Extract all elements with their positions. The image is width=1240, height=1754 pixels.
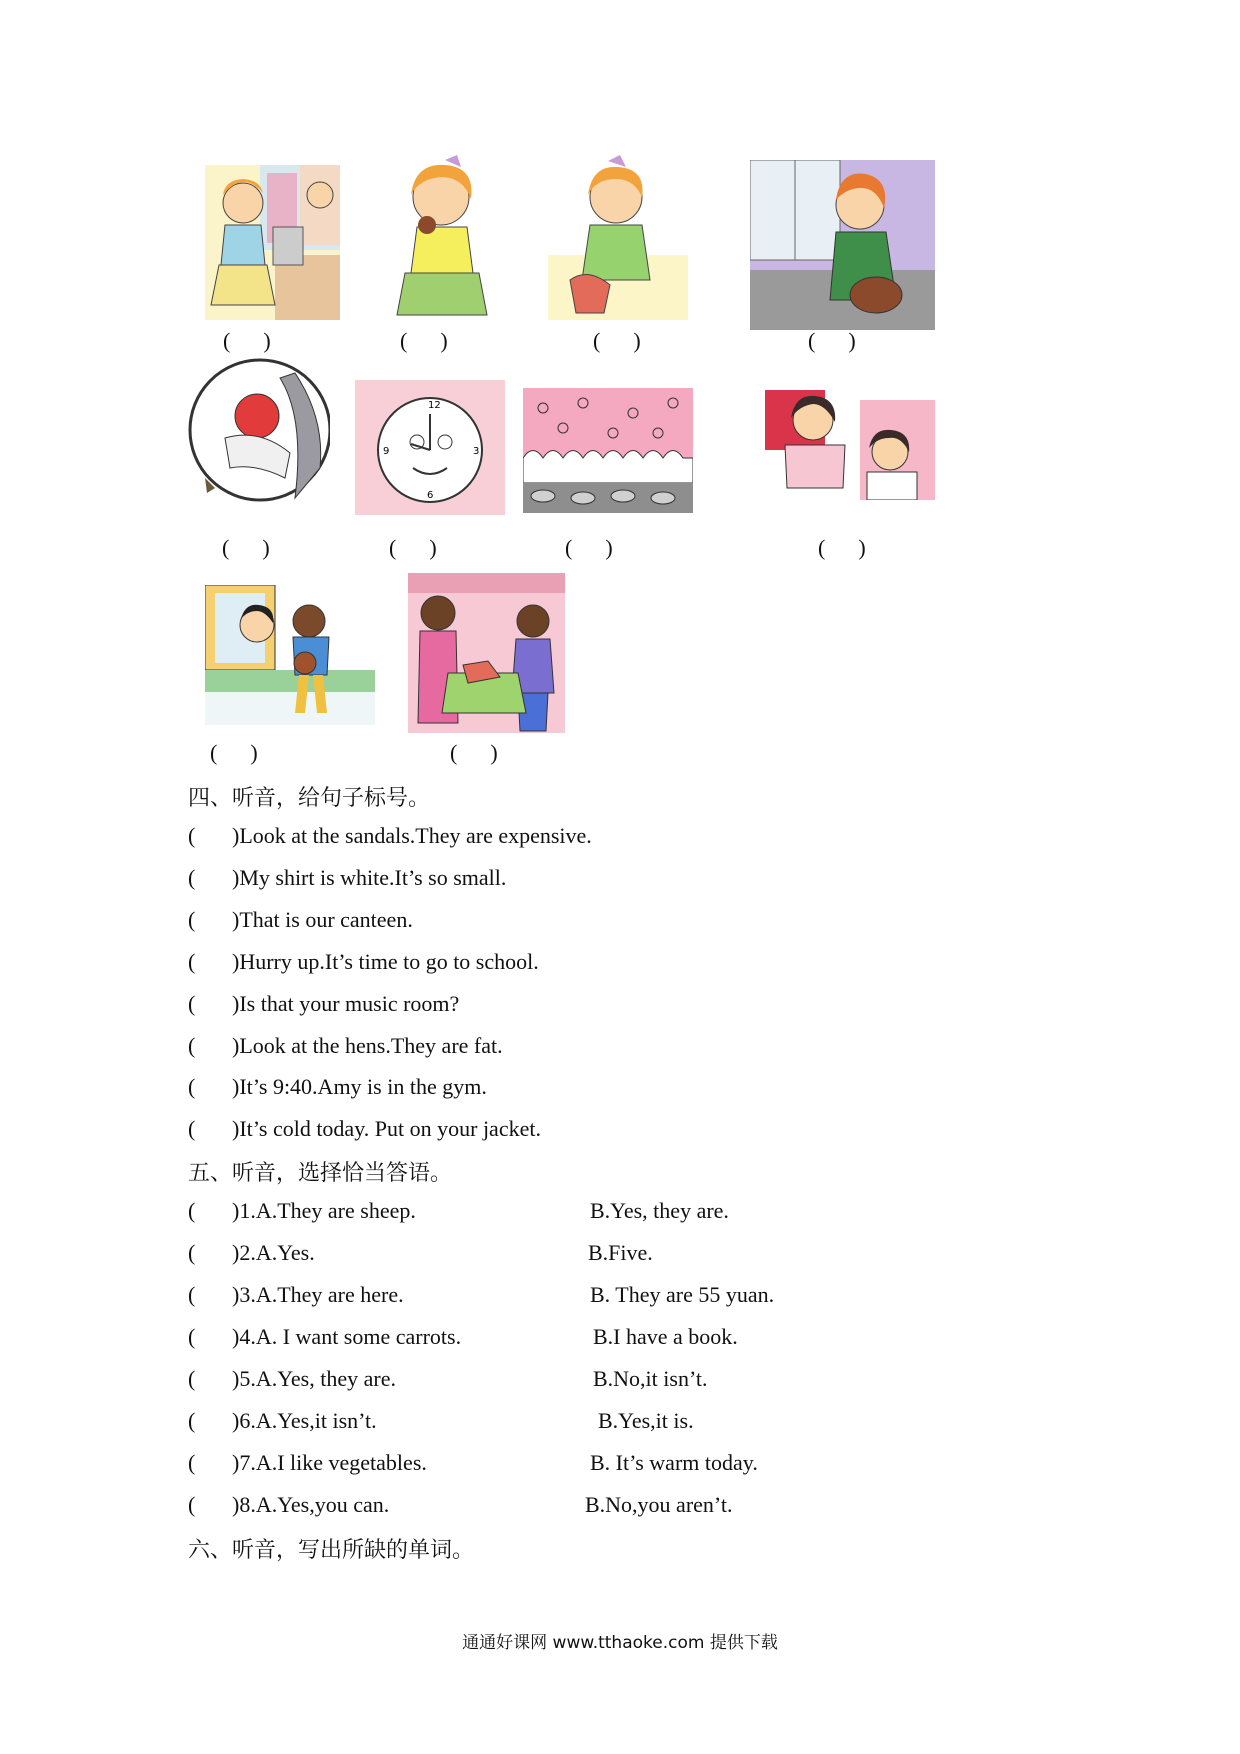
answer-blank[interactable]: ( ) <box>818 535 866 560</box>
option-a: )3.A.They are here. <box>232 1282 404 1307</box>
answer-paren[interactable]: ( <box>188 1450 196 1475</box>
list-item <box>188 1324 461 1350</box>
option-a: )6.A.Yes,it isn’t. <box>232 1408 377 1433</box>
apple-on-tree-picture <box>185 358 330 503</box>
section4-title: 四、听音，给句子标号。 <box>188 786 431 811</box>
section5-title: 五、听音，选择恰当答语。 <box>188 1161 453 1186</box>
option-a: )7.A.I like vegetables. <box>232 1450 427 1475</box>
answer-paren[interactable]: ( <box>188 1116 196 1141</box>
list-item <box>188 949 539 975</box>
sentence-text: )Hurry up.It’s time to go to school. <box>232 949 539 974</box>
answer-blank[interactable]: ( ) <box>593 328 641 353</box>
sentence-text: )That is our canteen. <box>232 907 413 932</box>
answer-paren[interactable]: ( <box>188 949 196 974</box>
answer-paren[interactable]: ( <box>188 865 196 890</box>
list-item <box>188 1198 416 1224</box>
list-item <box>188 823 592 849</box>
list-item <box>188 1033 503 1059</box>
answer-blank[interactable]: ( ) <box>210 740 258 765</box>
option-b: B. It’s warm today. <box>590 1450 758 1475</box>
answer-paren[interactable]: ( <box>188 1033 196 1058</box>
list-item <box>188 1450 427 1476</box>
girls-in-bedroom-picture <box>765 390 935 500</box>
answer-paren[interactable]: ( <box>188 1324 196 1349</box>
list-item <box>188 991 459 1017</box>
answer-paren[interactable]: ( <box>188 907 196 932</box>
list-item <box>188 907 413 933</box>
answer-paren[interactable]: ( <box>188 1408 196 1433</box>
list-item <box>188 1366 396 1392</box>
answer-paren[interactable]: ( <box>188 1366 196 1391</box>
sentence-text: )My shirt is white.It’s so small. <box>232 865 507 890</box>
list-item <box>188 1074 487 1100</box>
list-item <box>188 1492 389 1518</box>
sentence-text: )Is that your music room? <box>232 991 460 1016</box>
answer-blank[interactable]: ( ) <box>565 535 613 560</box>
answer-paren[interactable]: ( <box>188 1492 196 1517</box>
svg-text:9: 9 <box>383 446 390 457</box>
option-b: B.Yes, they are. <box>590 1198 729 1223</box>
answer-paren[interactable]: ( <box>188 1282 196 1307</box>
shop-clothes-picture <box>408 573 565 733</box>
answer-paren[interactable]: ( <box>188 1198 196 1223</box>
boys-at-window-picture <box>205 585 375 725</box>
answer-blank[interactable]: ( ) <box>450 740 498 765</box>
answer-paren[interactable]: ( <box>188 1074 196 1099</box>
answer-blank[interactable]: ( ) <box>400 328 448 353</box>
answer-blank[interactable]: ( ) <box>389 535 437 560</box>
option-b: B. They are 55 yuan. <box>590 1282 775 1307</box>
option-a: )2.A.Yes. <box>232 1240 315 1265</box>
section6-title: 六、听音，写出所缺的单词。 <box>188 1538 475 1563</box>
option-a: )8.A.Yes,you can. <box>232 1492 390 1517</box>
page-footer: 通通好课网 www.tthaoke.com 提供下载 <box>462 1633 778 1653</box>
list-item <box>188 1408 377 1434</box>
sentence-text: )It’s cold today. Put on your jacket. <box>232 1116 541 1141</box>
option-b: B.No,it isn’t. <box>593 1366 708 1391</box>
list-item <box>188 1240 315 1266</box>
clock-picture <box>355 380 505 515</box>
option-b: B.Yes,it is. <box>598 1408 694 1433</box>
list-item <box>188 865 506 891</box>
svg-text:12: 12 <box>428 400 441 411</box>
option-a: )5.A.Yes, they are. <box>232 1366 396 1391</box>
option-b: B.I have a book. <box>593 1324 738 1349</box>
option-b: B.No,you aren’t. <box>585 1492 733 1517</box>
option-a: )4.A. I want some carrots. <box>232 1324 462 1349</box>
answer-paren[interactable]: ( <box>188 991 196 1016</box>
option-b: B.Five. <box>588 1240 653 1265</box>
list-item <box>188 1116 541 1142</box>
answer-blank[interactable]: ( ) <box>222 535 270 560</box>
answer-paren[interactable]: ( <box>188 823 196 848</box>
girl-receiving-item-picture <box>205 165 340 320</box>
answer-paren[interactable]: ( <box>188 1240 196 1265</box>
svg-text:6: 6 <box>427 490 434 501</box>
girl-with-bag-at-window-picture <box>750 160 935 330</box>
answer-blank[interactable]: ( ) <box>808 328 856 353</box>
option-a: )1.A.They are sheep. <box>232 1198 416 1223</box>
sentence-text: )It’s 9:40.Amy is in the gym. <box>232 1074 487 1099</box>
sentence-text: )Look at the sandals.They are expensive. <box>232 823 592 848</box>
list-item <box>188 1282 404 1308</box>
sentence-text: )Look at the hens.They are fat. <box>232 1033 503 1058</box>
svg-text:3: 3 <box>473 446 480 457</box>
garden-fence-picture <box>523 388 693 513</box>
girl-eating-picture <box>375 155 510 320</box>
answer-blank[interactable]: ( ) <box>223 328 271 353</box>
girl-holding-clothes-picture <box>548 155 688 320</box>
